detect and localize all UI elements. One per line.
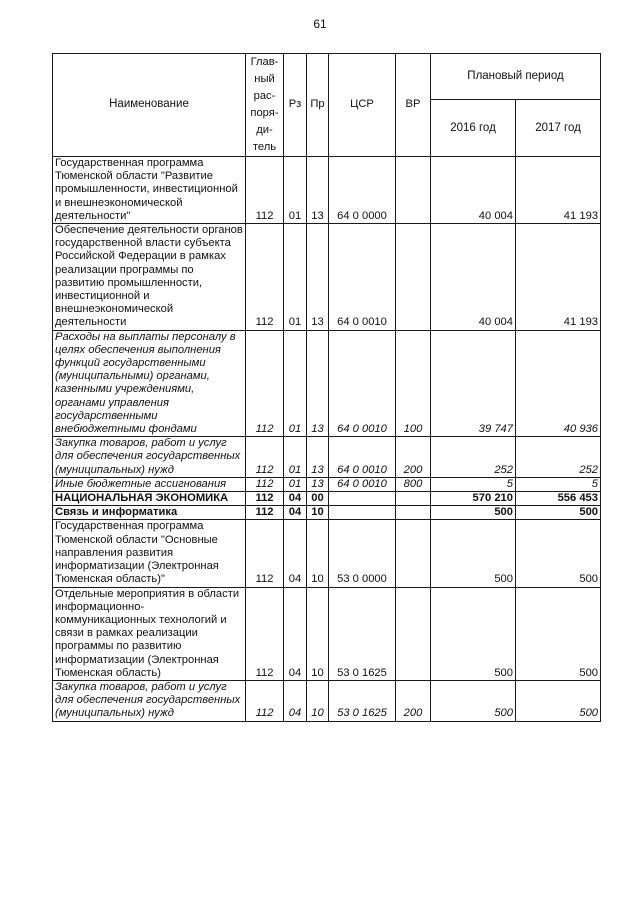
row-pr: 10 xyxy=(307,506,329,520)
table-row xyxy=(53,224,601,331)
row-grbs: 112 xyxy=(246,492,284,506)
row-rz: 04 xyxy=(284,492,307,506)
header-grbs-line: ный xyxy=(254,73,275,85)
row-vr: 200 xyxy=(396,680,431,721)
row-csr: 53 0 1625 xyxy=(329,680,396,721)
page-number: 61 xyxy=(313,17,327,31)
row-name: Обеспечение деятельности органов государственной власти субъекта Российской Федерации в рамках реализации программы по развитию промышленности, инвестиционной и внешнеэкономической деятельности xyxy=(53,224,246,331)
header-vr: ВР xyxy=(396,54,431,157)
row-csr: 64 0 0010 xyxy=(329,437,396,478)
table-header xyxy=(53,54,601,157)
header-name: Наименование xyxy=(53,54,246,157)
header-grbs-line: ди- xyxy=(256,124,273,136)
row-name: Отдельные мероприятия в области информационно-коммуникационных технологий и связи в рамках реализации программы по развитию информатизации (Электронная Тюменская область) xyxy=(53,587,246,680)
table-row xyxy=(53,680,601,721)
row-grbs: 112 xyxy=(246,330,284,437)
row-amount-2016: 39 747 xyxy=(431,330,516,437)
row-vr xyxy=(396,506,431,520)
row-amount-2017: 252 xyxy=(516,437,601,478)
row-amount-2016: 252 xyxy=(431,437,516,478)
table-body xyxy=(53,157,601,722)
header-grbs xyxy=(246,54,284,157)
row-rz: 04 xyxy=(284,506,307,520)
row-vr xyxy=(396,224,431,331)
row-rz: 01 xyxy=(284,224,307,331)
row-grbs: 112 xyxy=(246,680,284,721)
row-csr: 53 0 0000 xyxy=(329,520,396,587)
row-amount-2016: 500 xyxy=(431,587,516,680)
row-pr: 10 xyxy=(307,587,329,680)
row-name: Связь и информатика xyxy=(53,506,246,520)
row-grbs: 112 xyxy=(246,506,284,520)
row-csr xyxy=(329,492,396,506)
table-row xyxy=(53,437,601,478)
row-amount-2016: 500 xyxy=(431,506,516,520)
row-amount-2017: 41 193 xyxy=(516,157,601,224)
row-rz: 01 xyxy=(284,157,307,224)
row-name: Иные бюджетные ассигнования xyxy=(53,477,246,491)
row-amount-2017: 500 xyxy=(516,587,601,680)
row-rz: 04 xyxy=(284,680,307,721)
table-row xyxy=(53,520,601,587)
row-csr xyxy=(329,506,396,520)
header-plan-period: Плановый период xyxy=(431,54,601,100)
row-amount-2016: 5 xyxy=(431,477,516,491)
row-name: Расходы на выплаты персоналу в целях обеспечения выполнения функций государственными (муниципальными) органами, казенными учреждениями, органами управления государственными внебюджетными фондами xyxy=(53,330,246,437)
row-csr: 64 0 0010 xyxy=(329,477,396,491)
row-grbs: 112 xyxy=(246,477,284,491)
header-grbs-line: тель xyxy=(252,141,277,153)
row-pr: 13 xyxy=(307,330,329,437)
row-csr: 64 0 0010 xyxy=(329,224,396,331)
row-amount-2017: 40 936 xyxy=(516,330,601,437)
row-amount-2016: 500 xyxy=(431,680,516,721)
header-pr: Пр xyxy=(307,54,329,157)
row-csr: 64 0 0010 xyxy=(329,330,396,437)
row-amount-2017: 41 193 xyxy=(516,224,601,331)
row-name: Государственная программа Тюменской области "Основные направления развития информатизации (Электронная Тюменская область)" xyxy=(53,520,246,587)
row-amount-2016: 500 xyxy=(431,520,516,587)
row-grbs: 112 xyxy=(246,587,284,680)
row-pr: 13 xyxy=(307,224,329,331)
row-rz: 01 xyxy=(284,330,307,437)
row-pr: 13 xyxy=(307,157,329,224)
row-rz: 01 xyxy=(284,477,307,491)
table-row xyxy=(53,492,601,506)
row-amount-2017: 500 xyxy=(516,680,601,721)
row-amount-2017: 500 xyxy=(516,520,601,587)
row-grbs: 112 xyxy=(246,224,284,331)
row-grbs: 112 xyxy=(246,437,284,478)
header-year-2016: 2016 год xyxy=(431,100,516,157)
row-vr: 100 xyxy=(396,330,431,437)
row-amount-2016: 570 210 xyxy=(431,492,516,506)
header-grbs-line: рас- xyxy=(253,90,276,102)
row-csr: 53 0 1625 xyxy=(329,587,396,680)
table-row xyxy=(53,477,601,491)
row-rz: 04 xyxy=(284,520,307,587)
row-grbs: 112 xyxy=(246,520,284,587)
row-pr: 00 xyxy=(307,492,329,506)
table-row xyxy=(53,330,601,437)
row-pr: 10 xyxy=(307,680,329,721)
header-rz: Рз xyxy=(284,54,307,157)
row-vr: 800 xyxy=(396,477,431,491)
row-grbs: 112 xyxy=(246,157,284,224)
row-name: Государственная программа Тюменской области "Развитие промышленности, инвестиционной и внешнеэкономической деятельности" xyxy=(53,157,246,224)
budget-table xyxy=(52,53,601,722)
row-amount-2017: 556 453 xyxy=(516,492,601,506)
table-row xyxy=(53,587,601,680)
row-vr xyxy=(396,157,431,224)
row-vr xyxy=(396,587,431,680)
row-amount-2017: 5 xyxy=(516,477,601,491)
row-amount-2017: 500 xyxy=(516,506,601,520)
row-pr: 10 xyxy=(307,520,329,587)
row-pr: 13 xyxy=(307,437,329,478)
row-csr: 64 0 0000 xyxy=(329,157,396,224)
table-row xyxy=(53,157,601,224)
row-name: Закупка товаров, работ и услуг для обеспечения государственных (муниципальных) нужд xyxy=(53,437,246,478)
row-amount-2016: 40 004 xyxy=(431,224,516,331)
header-grbs-line: Глав- xyxy=(250,56,279,68)
row-pr: 13 xyxy=(307,477,329,491)
row-vr: 200 xyxy=(396,437,431,478)
row-amount-2016: 40 004 xyxy=(431,157,516,224)
row-vr xyxy=(396,520,431,587)
row-vr xyxy=(396,492,431,506)
header-grbs-line: поря- xyxy=(250,107,279,119)
row-rz: 01 xyxy=(284,437,307,478)
table-row xyxy=(53,506,601,520)
header-csr: ЦСР xyxy=(329,54,396,157)
row-rz: 04 xyxy=(284,587,307,680)
header-year-2017: 2017 год xyxy=(516,100,601,157)
row-name: Закупка товаров, работ и услуг для обеспечения государственных (муниципальных) нужд xyxy=(53,680,246,721)
row-name: НАЦИОНАЛЬНАЯ ЭКОНОМИКА xyxy=(53,492,246,506)
